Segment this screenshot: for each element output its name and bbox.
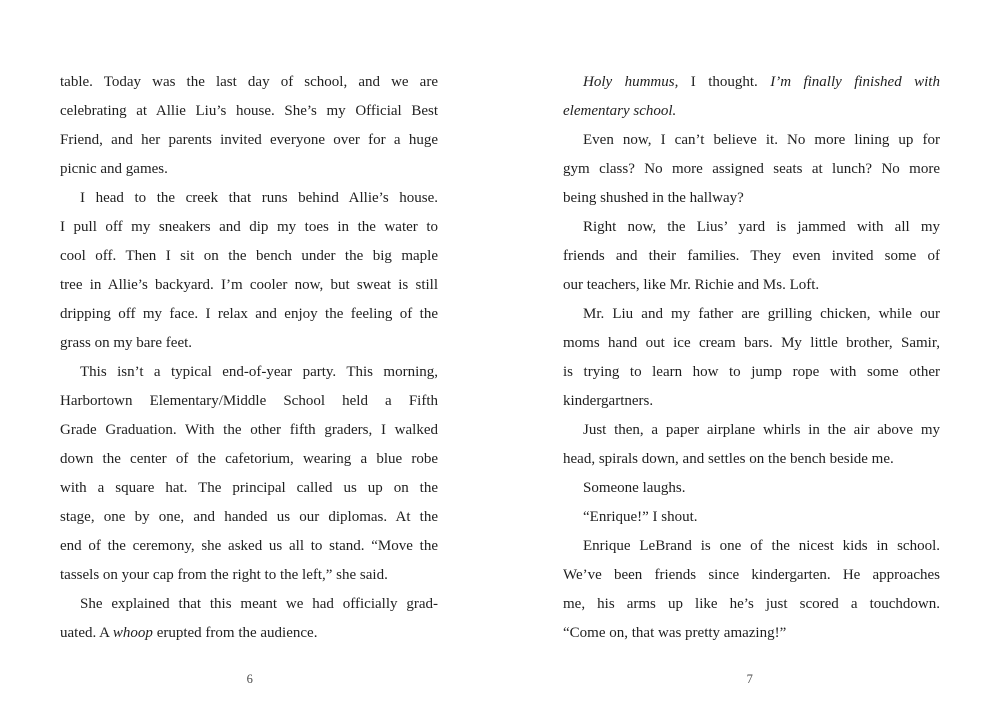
text-line [563,445,940,474]
text-run: “Enrique!” I shout. [583,509,698,525]
text-run: dripping off my face. I relax and enjoy the feeling of the [60,306,438,322]
text-run: I pull off my sneakers and dip my toes in the water to [60,219,438,235]
text-line [563,126,940,155]
text-run: friends and their families. They even invited some of [563,248,940,264]
text-line [60,445,438,474]
text-line [60,590,438,619]
text-line [563,590,940,619]
text-run: Harbortown Elementary/Middle School held a Fifth [60,393,438,409]
text-run: tree in Allie’s backyard. I’m cooler now, but sweat is still [60,277,438,293]
text-line [563,300,940,329]
text-line [60,532,438,561]
text-run: being shushed in the hallway? [563,190,744,206]
text-line [60,184,438,213]
italic-text-run: elementary school. [563,103,677,119]
text-line [60,242,438,271]
text-run: table. Today was the last day of school, and we are [60,74,438,90]
text-line [563,358,940,387]
text-run: cool off. Then I sit on the bench under the big maple [60,248,438,264]
text-run: head, spirals down, and settles on the bench beside me. [563,451,894,467]
text-run: picnic and games. [60,161,168,177]
text-run: erupted from the audience. [152,625,318,641]
text-line [563,97,940,126]
text-run: Mr. Liu and my father are grilling chicken, while our [583,306,940,322]
text-run: Grade Graduation. With the other fifth graders, I walked [60,422,438,438]
text-run: is trying to learn how to jump rope with some other [563,364,940,380]
text-line [563,68,940,97]
text-line [60,155,438,184]
text-line [563,155,940,184]
page-right-number: 7 [746,672,754,686]
text-run: stage, one by one, and handed us our diplomas. At the [60,509,438,525]
text-run: Enrique LeBrand is one of the nicest kids in school. [583,538,940,554]
italic-text-run: I’m finally finished with [770,74,940,90]
text-run: Right now, the Lius’ yard is jammed with all my [583,219,940,235]
text-line [60,271,438,300]
page-right-text [563,68,940,648]
text-line [60,474,438,503]
text-run: moms hand out ice cream bars. My little brother, Samir, [563,335,940,351]
text-run: down the center of the cafetorium, wearing a blue robe [60,451,438,467]
text-run: celebrating at Allie Liu’s house. She’s my Official Best [60,103,438,119]
text-line [60,97,438,126]
text-run: “Come on, that was pretty amazing!” [563,625,787,641]
text-line [563,184,940,213]
text-run: me, his arms up like he’s just scored a touchdown. [563,596,940,612]
text-run: Friend, and her parents invited everyone over for a huge [60,132,438,148]
text-line [563,619,940,648]
text-run: uated. A [60,625,113,641]
text-line [563,387,940,416]
text-run: This isn’t a typical end-of-year party. This morning, [80,364,438,380]
text-line [60,213,438,242]
text-line [60,503,438,532]
text-run: kindergartners. [563,393,654,409]
text-line [60,561,438,590]
text-line [563,213,940,242]
text-line [60,416,438,445]
text-run: end of the ceremony, she asked us all to stand. “Move the [60,538,438,554]
text-line [563,503,940,532]
text-run: tassels on your cap from the right to the left,” she said. [60,567,388,583]
text-line [60,619,438,648]
italic-text-run: whoop [112,625,153,641]
text-run: I head to the creek that runs behind Allie’s house. [80,190,438,206]
text-line [60,126,438,155]
italic-text-run: Holy hummus, [583,74,679,90]
text-run: Someone laughs. [583,480,686,496]
text-run: Even now, I can’t believe it. No more lining up for [583,132,940,148]
page-left-number: 6 [246,672,254,686]
text-line [563,416,940,445]
text-run: I thought. [678,74,771,90]
text-line [563,561,940,590]
text-line [563,532,940,561]
text-run: our teachers, like Mr. Richie and Ms. Loft. [563,277,820,293]
text-line [563,271,940,300]
text-line [60,68,438,97]
text-line [60,387,438,416]
text-run: We’ve been friends since kindergarten. He approaches [563,567,940,583]
text-run: with a square hat. The principal called us up on the [60,480,438,496]
text-line [60,300,438,329]
text-line [563,329,940,358]
text-run: grass on my bare feet. [60,335,193,351]
page-left-text [60,68,438,648]
text-line [60,329,438,358]
text-line [563,474,940,503]
page-right [500,0,1000,717]
text-line [563,242,940,271]
text-run: gym class? No more assigned seats at lunch? No more [563,161,940,177]
text-run: She explained that this meant we had officially grad- [80,596,438,612]
text-line [60,358,438,387]
text-run: Just then, a paper airplane whirls in the air above my [583,422,940,438]
